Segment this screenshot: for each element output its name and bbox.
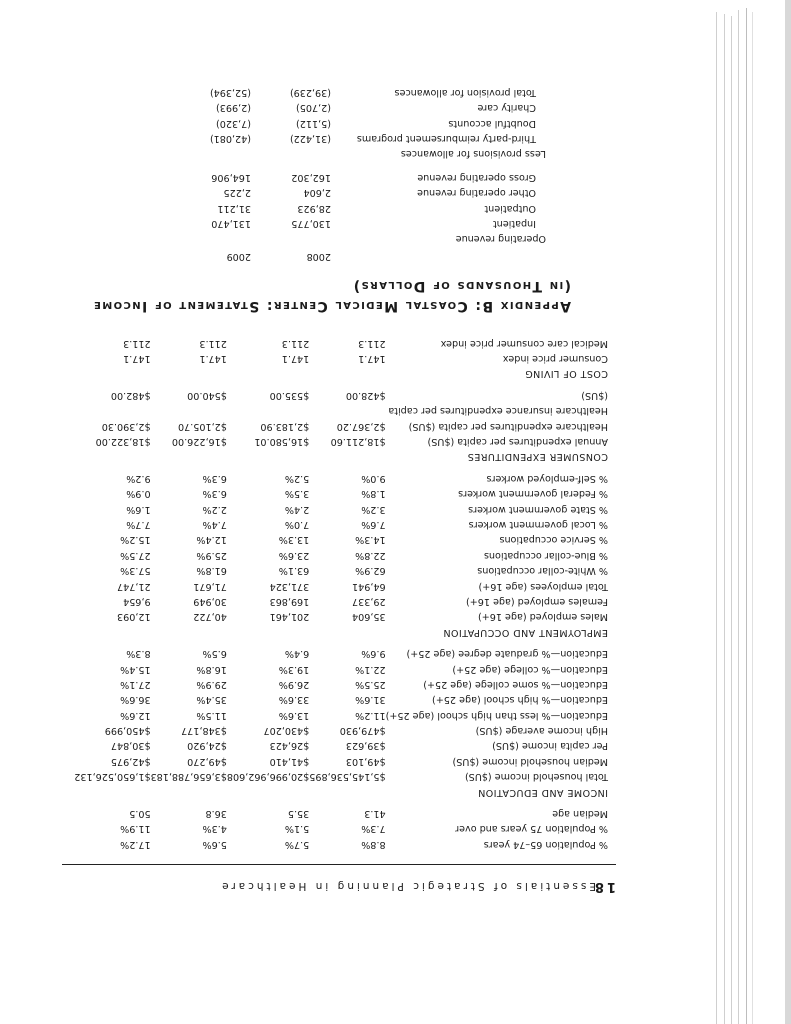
row-label: Education—% high school (age 25+): [432, 694, 608, 706]
cell-value: 15.2%: [120, 534, 151, 546]
row-label: % Federal government workers: [458, 488, 608, 500]
cell-value: 2.2%: [202, 503, 227, 515]
cell-value: $16,580.01: [254, 436, 310, 448]
table-row: [74, 646, 608, 661]
cell-value: 130,775: [291, 218, 331, 230]
cell-value: 57.3%: [120, 565, 151, 577]
cell-value: $535.00: [269, 389, 310, 401]
cell-value: $348,177: [181, 725, 227, 737]
row-label: Education—% some college (age 25+): [423, 678, 608, 690]
cell-value: $16,226.00: [171, 436, 227, 448]
cell-value: [309, 449, 385, 470]
cell-value: 371,324: [269, 580, 310, 592]
cell-value: [74, 449, 150, 470]
cell-value: 5.2%: [284, 472, 310, 484]
table-row: [74, 723, 608, 738]
table-row: [74, 517, 608, 532]
row-label: Total household income ($US): [464, 771, 608, 783]
table-row: [171, 146, 546, 169]
table-row: [74, 434, 608, 449]
cell-value: $49,270: [187, 755, 227, 767]
cell-value: [227, 366, 309, 387]
cell-value: [171, 231, 251, 246]
cell-value: 7.6%: [361, 519, 386, 530]
cell-value: 211.3: [281, 337, 310, 349]
table-row: [74, 661, 608, 676]
cell-value: (31,422): [289, 133, 331, 145]
cell-value: 28,923: [297, 202, 331, 214]
cell-value: 19.3%: [278, 663, 310, 675]
table-row: [74, 403, 608, 418]
cell-value: 31,211: [217, 202, 251, 214]
table-row: [74, 609, 608, 624]
row-label: % Self-employed workers: [486, 472, 608, 484]
cell-value: 211.3: [123, 337, 151, 349]
cell-value: [227, 784, 309, 805]
cell-value: $42,975: [110, 755, 151, 767]
row-label: Healthcare expenditures per capita ($US): [408, 420, 608, 432]
table-row: [74, 336, 608, 351]
cell-value: $3,656,788,183: [150, 771, 227, 783]
row-label: Per capita income ($US): [492, 740, 608, 752]
income-statement-table: [171, 85, 546, 264]
cell-value: 9.0%: [361, 472, 386, 484]
cell-value: 25.9%: [196, 549, 227, 561]
section-heading: INCOME AND EDUCATION: [477, 786, 608, 798]
cell-value: (39,239): [289, 86, 331, 98]
section-heading-row: [74, 784, 608, 805]
cell-value: 3.5%: [284, 488, 310, 500]
header-rule: [62, 864, 616, 865]
cell-value: [251, 231, 331, 246]
cell-value: [74, 625, 150, 646]
cell-value: 12.6%: [120, 709, 151, 721]
cell-value: [309, 625, 385, 646]
cell-value: $49,103: [345, 755, 386, 767]
row-label: % Population 65–74 years: [483, 838, 608, 850]
section-heading: COST OF LIVING: [524, 368, 608, 380]
cell-value: $5,145,536,895: [309, 771, 386, 783]
cell-value: 61.8%: [196, 565, 227, 577]
cell-value: 6.3%: [202, 488, 227, 500]
cell-value: [227, 403, 309, 418]
table-row: [74, 501, 608, 516]
cell-value: $540.00: [187, 389, 227, 401]
year-header: 2008: [306, 250, 331, 262]
cell-value: $30,847: [110, 740, 151, 752]
cell-value: 22.1%: [355, 663, 386, 675]
cell-value: 21,747: [117, 580, 151, 592]
cell-value: (5,112): [296, 117, 331, 129]
table-row: [171, 170, 546, 185]
cell-value: $18,211.60: [330, 436, 386, 448]
cell-value: 6.4%: [284, 648, 310, 660]
cell-value: 147.1: [358, 353, 386, 365]
section-heading: EMPLOYMENT AND OCCUPATION: [443, 626, 608, 638]
cell-value: 6.5%: [202, 648, 227, 660]
cell-value: [151, 625, 227, 646]
appendix-title-line1: Appendix B: Coastal Medical Center: Statement of Income: [92, 298, 571, 314]
row-label: % Population 75 years and over: [455, 823, 608, 835]
row-label: Median household income ($US): [452, 755, 608, 767]
cell-value: 4.3%: [202, 823, 227, 835]
cell-value: [151, 366, 227, 387]
row-label: Total provision for allowances: [394, 86, 536, 98]
cell-value: $479,930: [339, 725, 386, 737]
table-row: [74, 677, 608, 692]
cell-value: 6.3%: [202, 472, 227, 484]
row-label: Females employed (age 16+): [466, 595, 608, 607]
cell-value: 7.4%: [202, 519, 227, 530]
cell-value: 13.3%: [278, 534, 310, 546]
cell-value: 9.2%: [126, 472, 151, 484]
cell-value: $20,996,962,608: [226, 771, 310, 783]
cell-value: 35.5: [287, 808, 310, 820]
table-row: [74, 351, 608, 366]
cell-value: (7,320): [216, 117, 251, 129]
row-label: % Local government workers: [468, 519, 608, 530]
cell-value: 36.8: [205, 808, 227, 820]
appendix-title-line2: (in Thousands of Dollars): [352, 278, 571, 294]
cell-value: (2,705): [296, 102, 331, 114]
cell-value: 71,671: [193, 580, 227, 592]
table-row: [74, 594, 608, 609]
column-header-row: [171, 247, 546, 264]
row-label: Healthcare insurance expenditures per capita: [388, 405, 608, 417]
cell-value: 164,906: [211, 171, 251, 183]
row-label: % White-collar occupations: [477, 565, 608, 577]
row-label: % Blue-collar occupations: [483, 549, 608, 561]
cell-value: 1.6%: [126, 503, 151, 515]
cell-value: $26,423: [269, 740, 310, 752]
cell-value: 22.8%: [355, 549, 386, 561]
row-label: Gross operating revenue: [417, 171, 536, 183]
cell-value: [171, 146, 251, 169]
cell-value: [74, 366, 150, 387]
row-label: % State government workers: [468, 503, 608, 515]
section-heading-row: [74, 625, 608, 646]
cell-value: 8.3%: [126, 648, 151, 660]
table-row: [74, 738, 608, 753]
row-label: Inpatient: [492, 218, 536, 230]
row-label: Third-party reimbursement programs: [356, 133, 536, 145]
cell-value: 7.0%: [284, 519, 310, 530]
cell-value: $41,410: [269, 755, 310, 767]
row-label: Total employees (age 16+): [478, 580, 608, 592]
cell-value: 7.7%: [126, 519, 151, 530]
row-label: Annual expenditures per capita ($US): [427, 436, 608, 448]
row-label: High income average ($US): [475, 725, 608, 737]
year-header: 2009: [226, 250, 251, 262]
cell-value: [227, 449, 309, 470]
table-row: [74, 563, 608, 578]
cell-value: 64,941: [352, 580, 386, 592]
table-row: [171, 216, 546, 231]
row-label: Males employed (age 16+): [477, 611, 608, 623]
cell-value: 1.8%: [361, 488, 386, 500]
cell-value: $450,999: [104, 725, 151, 737]
cell-value: 162,302: [291, 171, 331, 183]
cell-value: 13.6%: [278, 709, 310, 721]
cell-value: 11.9%: [120, 823, 151, 835]
cell-value: 35,604: [352, 611, 386, 623]
cell-value: $2,105.70: [178, 420, 227, 432]
cell-value: 9.6%: [361, 648, 386, 660]
table-row: [74, 769, 608, 784]
cell-value: 11.5%: [196, 709, 227, 721]
table-row: [74, 837, 608, 852]
cell-value: 15.4%: [120, 663, 151, 675]
cell-value: [74, 403, 150, 418]
page-number: 18: [591, 879, 616, 894]
row-label: % Service occupations: [499, 534, 608, 546]
cell-value: 62.9%: [355, 565, 386, 577]
header-spacer: [331, 247, 546, 264]
cell-value: 2.4%: [284, 503, 310, 515]
table-row: [74, 548, 608, 563]
cell-value: 30,949: [193, 595, 227, 607]
cell-value: 17.2%: [120, 838, 151, 850]
section-heading: CONSUMER EXPENDITURES: [467, 451, 608, 463]
row-label: Charity care: [477, 102, 536, 114]
table-row: [74, 754, 608, 769]
cell-value: 2,225: [223, 187, 251, 199]
row-label: Outpatient: [484, 202, 536, 214]
cell-value: 5.7%: [284, 838, 310, 850]
cell-value: 9,654: [123, 595, 151, 607]
table-row: [171, 231, 546, 246]
row-label: ($US): [581, 389, 608, 401]
cell-value: 211.3: [358, 337, 386, 349]
table-row: [171, 200, 546, 215]
cell-value: $18,322.00: [95, 436, 151, 448]
cell-value: 147.1: [199, 353, 227, 365]
cell-value: $2,367.20: [336, 420, 386, 432]
cell-value: 26.9%: [278, 678, 310, 690]
cell-value: $1,650,526,132: [74, 771, 151, 783]
table-row: [171, 131, 546, 146]
cell-value: [151, 403, 227, 418]
cell-value: 12.4%: [196, 534, 227, 546]
section-heading-row: [74, 366, 608, 387]
table-row: [74, 821, 608, 836]
cell-value: $2,183.90: [260, 420, 310, 432]
cell-value: 131,470: [211, 218, 251, 230]
cell-value: (42,081): [209, 133, 251, 145]
table-row: [171, 185, 546, 200]
cell-value: 23.6%: [278, 549, 310, 561]
cell-value: 35.4%: [196, 694, 227, 706]
table-row: [74, 578, 608, 593]
cell-value: $2,390.30: [101, 420, 151, 432]
cell-value: [309, 403, 385, 418]
table-row: [74, 486, 608, 501]
cell-value: 40,722: [193, 611, 227, 623]
cell-value: 41.3: [364, 808, 386, 820]
cell-value: 29.9%: [196, 678, 227, 690]
cell-value: 5.6%: [202, 838, 227, 850]
cell-value: 16.8%: [196, 663, 227, 675]
table-row: [74, 418, 608, 433]
table-row: [171, 85, 546, 100]
cell-value: 14.3%: [355, 534, 386, 546]
cell-value: 7.3%: [361, 823, 386, 835]
section-heading-row: [74, 449, 608, 470]
cell-value: $39,623: [345, 740, 386, 752]
cell-value: [151, 449, 227, 470]
cell-value: 12,093: [117, 611, 151, 623]
cell-value: $430,207: [263, 725, 310, 737]
cell-value: 2,604: [303, 187, 331, 199]
cell-value: 11.2%: [355, 709, 386, 721]
appendix-title: [51, 276, 571, 316]
row-label: Medical care consumer price index: [440, 337, 608, 349]
table-row: [74, 471, 608, 486]
cell-value: [251, 146, 331, 169]
row-label: Consumer price index: [502, 353, 608, 365]
cell-value: 201,461: [269, 611, 310, 623]
cell-value: 33.6%: [278, 694, 310, 706]
cell-value: 0.9%: [126, 488, 151, 500]
cell-value: [309, 366, 385, 387]
table-row: [74, 806, 608, 821]
cell-value: [151, 784, 227, 805]
table-row: [74, 532, 608, 547]
row-label: Doubtful accounts: [448, 117, 536, 129]
cell-value: 27.5%: [120, 549, 151, 561]
table-row: [171, 115, 546, 130]
table-row: [74, 692, 608, 707]
cell-value: [74, 784, 150, 805]
table-row: [74, 388, 608, 403]
cell-value: (52,394): [209, 86, 251, 98]
cell-value: 31.6%: [355, 694, 386, 706]
cell-value: 25.5%: [355, 678, 386, 690]
cell-value: 169,863: [269, 595, 310, 607]
row-label: Operating revenue: [455, 233, 546, 245]
cell-value: 50.5: [129, 808, 151, 820]
cell-value: 27.1%: [120, 678, 151, 690]
row-label: Median age: [552, 808, 608, 820]
cell-value: $24,920: [187, 740, 227, 752]
row-label: Less provisions for allowances: [400, 148, 546, 160]
row-label: Education—% less than high school (age 25+): [385, 709, 608, 721]
cell-value: [309, 784, 385, 805]
row-label: Education—% graduate degree (age 25+): [406, 648, 608, 660]
cell-value: 63.1%: [278, 565, 310, 577]
cell-value: $482.00: [110, 389, 151, 401]
row-label: Other operating revenue: [417, 187, 536, 199]
cell-value: 5.1%: [284, 823, 310, 835]
table-row: [74, 707, 608, 722]
cell-value: 147.1: [123, 353, 151, 365]
cell-value: 147.1: [281, 353, 310, 365]
table-row: [171, 100, 546, 115]
demographics-table: [74, 336, 608, 853]
cell-value: 8.8%: [361, 838, 386, 850]
cell-value: 29,337: [352, 595, 386, 607]
running-title: Essentials of Strategic Planning in Healthcare: [219, 880, 596, 892]
cell-value: 3.2%: [361, 503, 386, 515]
row-label: Education—% college (age 25+): [452, 663, 608, 675]
cell-value: 211.3: [199, 337, 227, 349]
cell-value: [227, 625, 309, 646]
cell-value: $428.00: [345, 389, 386, 401]
cell-value: (2,993): [216, 102, 251, 114]
cell-value: 36.6%: [120, 694, 151, 706]
